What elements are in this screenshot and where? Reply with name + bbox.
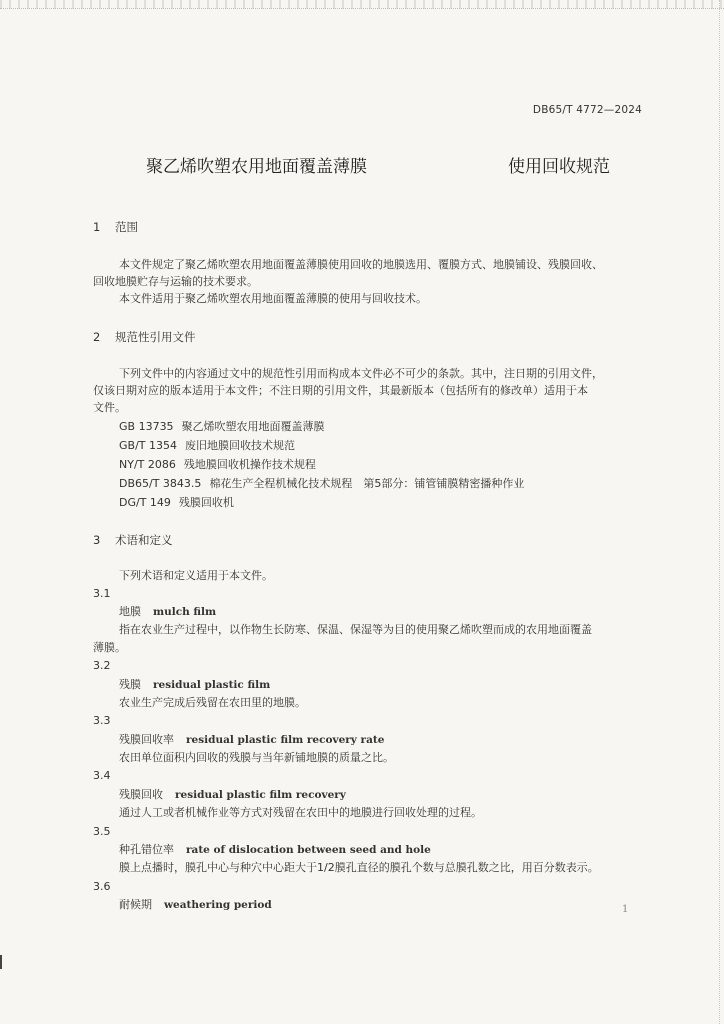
paragraph-line: 仅该日期对应的版本适用于本文件；不注日期的引用文件，其最新版本（包括所有的修改单）适用于本	[93, 384, 588, 397]
term-definition: 农业生产完成后残留在农田里的地膜。	[119, 696, 306, 709]
reference-item	[119, 495, 679, 511]
term-en: residual plastic film recovery	[175, 789, 346, 801]
term-en: residual plastic film	[153, 679, 271, 691]
reference-code: DB65/T 3843.5	[119, 477, 202, 490]
term-heading	[119, 732, 679, 748]
term-zh: 残膜回收率	[119, 733, 174, 746]
reference-code: GB/T 1354	[119, 439, 177, 452]
term-heading	[119, 842, 679, 858]
paragraph-line: 下列文件中的内容通过文中的规范性引用而构成本文件必不可少的条款。其中，注日期的引用文件，	[119, 367, 603, 380]
document-title	[0, 152, 724, 176]
reference-title: 聚乙烯吹塑农用地面覆盖薄膜	[181, 420, 325, 433]
reference-item	[119, 457, 679, 473]
term-en: mulch film	[153, 606, 217, 618]
term-en: residual plastic film recovery rate	[186, 734, 385, 746]
term-zh: 地膜	[119, 605, 141, 618]
section-title: 术语和定义	[115, 533, 173, 547]
term-number: 3.5	[93, 825, 111, 838]
section-1-heading	[93, 219, 653, 235]
reference-title: 残地膜回收机操作技术规程	[183, 458, 316, 471]
section-2-heading	[93, 329, 653, 345]
paragraph-line: 本文件适用于聚乙烯吹塑农用地面覆盖薄膜的使用与回收技术。	[119, 292, 427, 305]
scan-artifact-top	[0, 0, 724, 9]
section-title: 范围	[115, 220, 138, 234]
scan-artifact-left	[0, 955, 2, 969]
paragraph-line: 回收地膜贮存与运输的技术要求。	[93, 275, 258, 288]
section-title: 规范性引用文件	[115, 330, 196, 344]
term-number: 3.1	[93, 587, 111, 600]
term-number: 3.3	[93, 714, 111, 727]
term-number: 3.4	[93, 769, 111, 782]
term-en: weathering period	[164, 899, 272, 911]
term-heading	[119, 604, 679, 620]
term-zh: 残膜回收	[119, 788, 163, 801]
term-definition: 通过人工或者机械作业等方式对残留在农田中的地膜进行回收处理的过程。	[119, 806, 482, 819]
reference-title: 废旧地膜回收技术规范	[185, 439, 295, 452]
reference-title: 棉花生产全程机械化技术规程 第5部分：铺管铺膜精密播种作业	[209, 477, 525, 490]
term-heading	[119, 787, 679, 803]
section-number: 2	[93, 330, 101, 344]
term-zh: 种孔错位率	[119, 843, 174, 856]
document-number: DB65/T 4772—2024	[532, 104, 642, 116]
paragraph-line: 下列术语和定义适用于本文件。	[119, 569, 273, 582]
section-number: 3	[93, 533, 101, 547]
reference-item	[119, 419, 679, 435]
term-heading	[119, 897, 679, 913]
title-part2: 使用回收规范	[508, 157, 610, 177]
term-number: 3.2	[93, 659, 111, 672]
reference-title: 残膜回收机	[178, 496, 234, 509]
term-definition: 薄膜。	[93, 641, 126, 654]
section-number: 1	[93, 220, 101, 234]
term-number: 3.6	[93, 880, 111, 893]
reference-code: NY/T 2086	[119, 458, 176, 471]
term-definition: 指在农业生产过程中，以作物生长防寒、保温、保湿等为目的使用聚乙烯吹塑而成的农用地面覆盖	[119, 623, 592, 636]
term-zh: 耐候期	[119, 898, 152, 911]
term-heading	[119, 677, 679, 693]
reference-code: DG/T 149	[119, 496, 171, 509]
reference-item	[119, 476, 679, 492]
title-part1: 聚乙烯吹塑农用地面覆盖薄膜	[146, 157, 367, 177]
page-number: 1	[622, 904, 629, 915]
paragraph-line: 本文件规定了聚乙烯吹塑农用地面覆盖薄膜使用回收的地膜选用、覆膜方式、地膜铺设、残膜回收、	[119, 258, 603, 271]
paragraph-line: 文件。	[93, 401, 126, 414]
term-definition: 膜上点播时，膜孔中心与种穴中心距大于1/2膜孔直径的膜孔个数与总膜孔数之比，用百分数表示。	[119, 861, 599, 874]
term-definition: 农田单位面积内回收的残膜与当年新铺地膜的质量之比。	[119, 751, 394, 764]
term-zh: 残膜	[119, 678, 141, 691]
reference-item	[119, 438, 679, 454]
reference-code: GB 13735	[119, 420, 174, 433]
section-3-heading	[93, 532, 653, 548]
term-en: rate of dislocation between seed and hole	[186, 844, 431, 856]
